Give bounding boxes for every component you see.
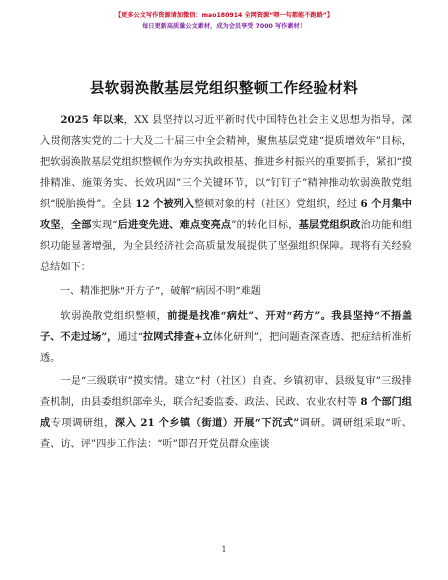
text-run: 整顿对象的村（社区）党组织，经过 — [193, 199, 361, 210]
text-run: 通过“ — [117, 332, 143, 343]
text-run: 深入 21 个乡镇（街道）开展“下沉式” — [114, 417, 300, 429]
text-run: 调研。调研组采取“听、查、访、评”四步工作法：“听”即召开党员群众座谈 — [40, 418, 412, 450]
promo-banner — [0, 10, 448, 32]
text-run: 前提是找准“病灶”、开对“药方”。我县坚持“不捂盖子、不走过场”， — [40, 310, 413, 343]
text-run: 拉网式排查+立 — [142, 331, 213, 343]
section-1-paragraph-2 — [40, 371, 412, 455]
banner-line-1: 【更多公文写作资源请加微信：mao180914 全网资源“喂一句都能不跑路”】 — [114, 12, 334, 19]
section-heading-1 — [40, 281, 412, 302]
text-run: 专项调研组， — [50, 418, 115, 429]
text-run: ”的转化目标， — [231, 220, 299, 231]
text-run: ， — [60, 220, 71, 231]
text-run: 2025 年以来 — [60, 114, 124, 126]
text-run: 软弱涣散党组织整顿， — [60, 311, 168, 322]
text-run: 基层党组织政 — [298, 219, 361, 231]
page-number: 1 — [221, 545, 227, 554]
text-run: 治功能和组织功能显著增强，为全县经济社会高质量发展提供了坚强组织保障。现将有关经验总结如下： — [40, 220, 413, 273]
intro-paragraph — [40, 110, 412, 278]
text-run: 一、精准把脉“开方子”，破解“病因不明”难题 — [60, 286, 261, 297]
text-run: 体化研判”，把问题查深查透、把症结析准析透。 — [40, 332, 412, 364]
section-1-paragraph-1 — [40, 306, 412, 369]
document-title: 县软弱涣散基层党组织整顿工作经验材料 — [89, 81, 359, 97]
document-body — [40, 110, 412, 455]
text-run: 实现“ — [91, 220, 118, 231]
text-run: ，XX 县坚持以习近平新时代中国特色社会主义思想为指导，深入贯彻落实党的二十大及二十届三中全会精神，聚焦基层党建“提质增效年”目标，把软弱涣散基层党组织整顿作为夯实执政根基、推进乡村振兴的重要抓手，紧扣“摸排精准、施策务实、长效巩固”三个关键环节，以“钉钉子”精神推动软弱涣散党组织“脱胎换骨”。全县 — [40, 115, 412, 210]
text-run: 6 个月集中攻坚 — [40, 198, 412, 231]
text-run: 8 个部门组成 — [40, 396, 412, 429]
text-run: 全部 — [70, 219, 92, 231]
text-run: 12 个被列入 — [135, 198, 194, 210]
banner-line-2: 每日更新高质量公文素材，成为会员享受 7000 写作素材！ — [142, 23, 306, 30]
text-run: 一是“三级联审”摸实情。建立“村（社区）自查、乡镇初审、县级复审”三级排查机制，由县委组织部牵头，联合纪委监委、政法、民政、农业农村等 — [40, 376, 412, 408]
text-run: 后进变先进、难点变亮点 — [117, 219, 232, 231]
